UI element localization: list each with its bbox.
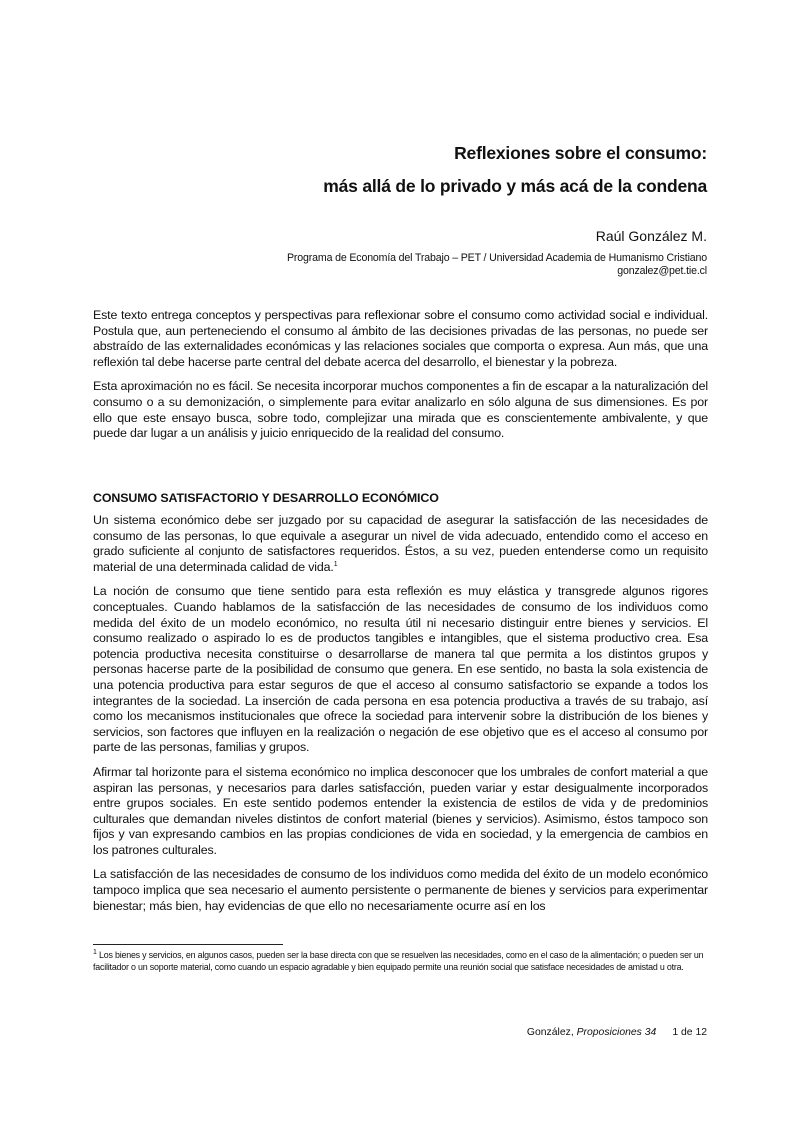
body-paragraph-4: La satisfacción de las necesidades de consumo de los individuos como medida del éxito de un modelo económico tampoco implica que sea necesario el aumento persistente o permanente de bienes y servicios para experimentar bienestar; más bien, hay evidencias de que ello no necesariamente ocurre así en los (93, 867, 708, 913)
title-line-1: Reflexiones sobre el consumo: (454, 143, 707, 163)
body-paragraph-1-text: Un sistema económico debe ser juzgado por su capacidad de asegurar la satisfacción de las necesidades de consumo de las personas, lo que equivale a asegurar un nivel de vida adecuado, entendido como el acceso en grado suficiente al conjunto de satisfactores requeridos. Éstos, a su vez, pueden entenderse como un requisito material de una determinada calidad de vida. (93, 513, 708, 574)
footer-journal: Proposiciones 34 (576, 1027, 657, 1038)
abstract-paragraph-2: Esta aproximación no es fácil. Se necesita incorporar muchos componentes a fin de escapar a la naturalización del consumo o a su demonización, o simplemente para evitar analizarlo en sólo alguna de sus dimensiones. Es por ello que este ensayo busca, sobre todo, complejizar una mirada que es conscientemente ambivalente, y que puede dar lugar a un análisis y juicio enriquecido de la realidad del consumo. (93, 379, 708, 441)
footnote-mark: 1 (93, 949, 97, 957)
footnote-text: Los bienes y servicios, en algunos casos, pueden ser la base directa con que se resuelven las necesidades, como en el caso de la alimentación; o pueden ser un facilitador o un soporte material, como cuando un espacio agradable y bien equipado permite una reunión social que satisface necesidades de amistad u otra. (93, 950, 704, 972)
affiliation: Programa de Economía del Trabajo – PET / Universidad Academia de Humanismo Cristiano (287, 252, 707, 264)
author-email: gonzalez@pet.tie.cl (617, 265, 707, 277)
page-number: 1 de 12 (672, 1027, 707, 1038)
abstract (93, 308, 708, 451)
body-paragraph-3: Afirmar tal horizonte para el sistema económico no implica desconocer que los umbrales de confort material a que aspiran las personas, y necesarios para darles satisfacción, pueden variar y estar desigualmente incorporados entre grupos sociales. En este sentido podemos entender la existencia de estilos de vida y de predominios culturales que demandan niveles distintos de confort material (bienes y servicios). Asimismo, éstos tampoco son fijos y van expresando cambios en las propias condiciones de vida en sociedad, y la emergencia de cambios en los patrones culturales. (93, 764, 708, 857)
body-paragraph-2: La noción de consumo que tiene sentido para esta reflexión es muy elástica y transgrede algunos rigores conceptuales. Cuando hablamos de la satisfacción de las necesidades de consumo de los individuos como medida del éxito de un modelo económico, no resulta útil ni necesario distinguir entre bienes y servicios. El consumo realizado o aspirado lo es de productos tangibles e intangibles, que el sistema productivo crea. Esa potencia productiva necesita constituirse o desarrollarse de manera tal que permita a los distintos grupos y personas hacerse parte de la posibilidad de consumo que genera. En ese sentido, no basta la sola existencia de una potencia productiva para estar seguros de que el acceso al consumo satisfactorio se expande a todos los integrantes de la sociedad. La inserción de cada persona en esa potencia productiva a través de su trabajo, así como los mecanismos institucionales que ofrece la sociedad para intervenir sobre la distribución de los bienes y servicios, son factores que influyen en la realización o negación de ese objetivo que es el acceso al consumo por parte de las personas, familias y grupos. (93, 584, 708, 755)
footnote (93, 949, 708, 973)
abstract-paragraph-1: Este texto entrega conceptos y perspectivas para reflexionar sobre el consumo como actividad social e individual. Postula que, aun perteneciendo el consumo al ámbito de las decisiones privadas de las personas, no puede ser abstraído de las externalidades económicas y las relaciones sociales que comporta o expresa. Aun más, que una reflexión tal debe hacerse parte central del debate acerca del desarrollo, el bienestar y la pobreza. (93, 308, 708, 369)
author-name: Raúl González M. (595, 228, 707, 244)
footer-author: González, (526, 1027, 574, 1038)
footnote-divider (93, 944, 283, 945)
affiliation-block (287, 252, 707, 278)
title-line-2: más allá de lo privado y más acá de la condena (323, 176, 707, 196)
footnote-reference[interactable]: 1 (333, 560, 338, 568)
body-paragraph-1 (93, 513, 708, 575)
section-heading: CONSUMO SATISFACTORIO Y DESARROLLO ECONÓMICO (93, 491, 439, 505)
section-body (93, 513, 708, 923)
page-footer (527, 1026, 707, 1039)
